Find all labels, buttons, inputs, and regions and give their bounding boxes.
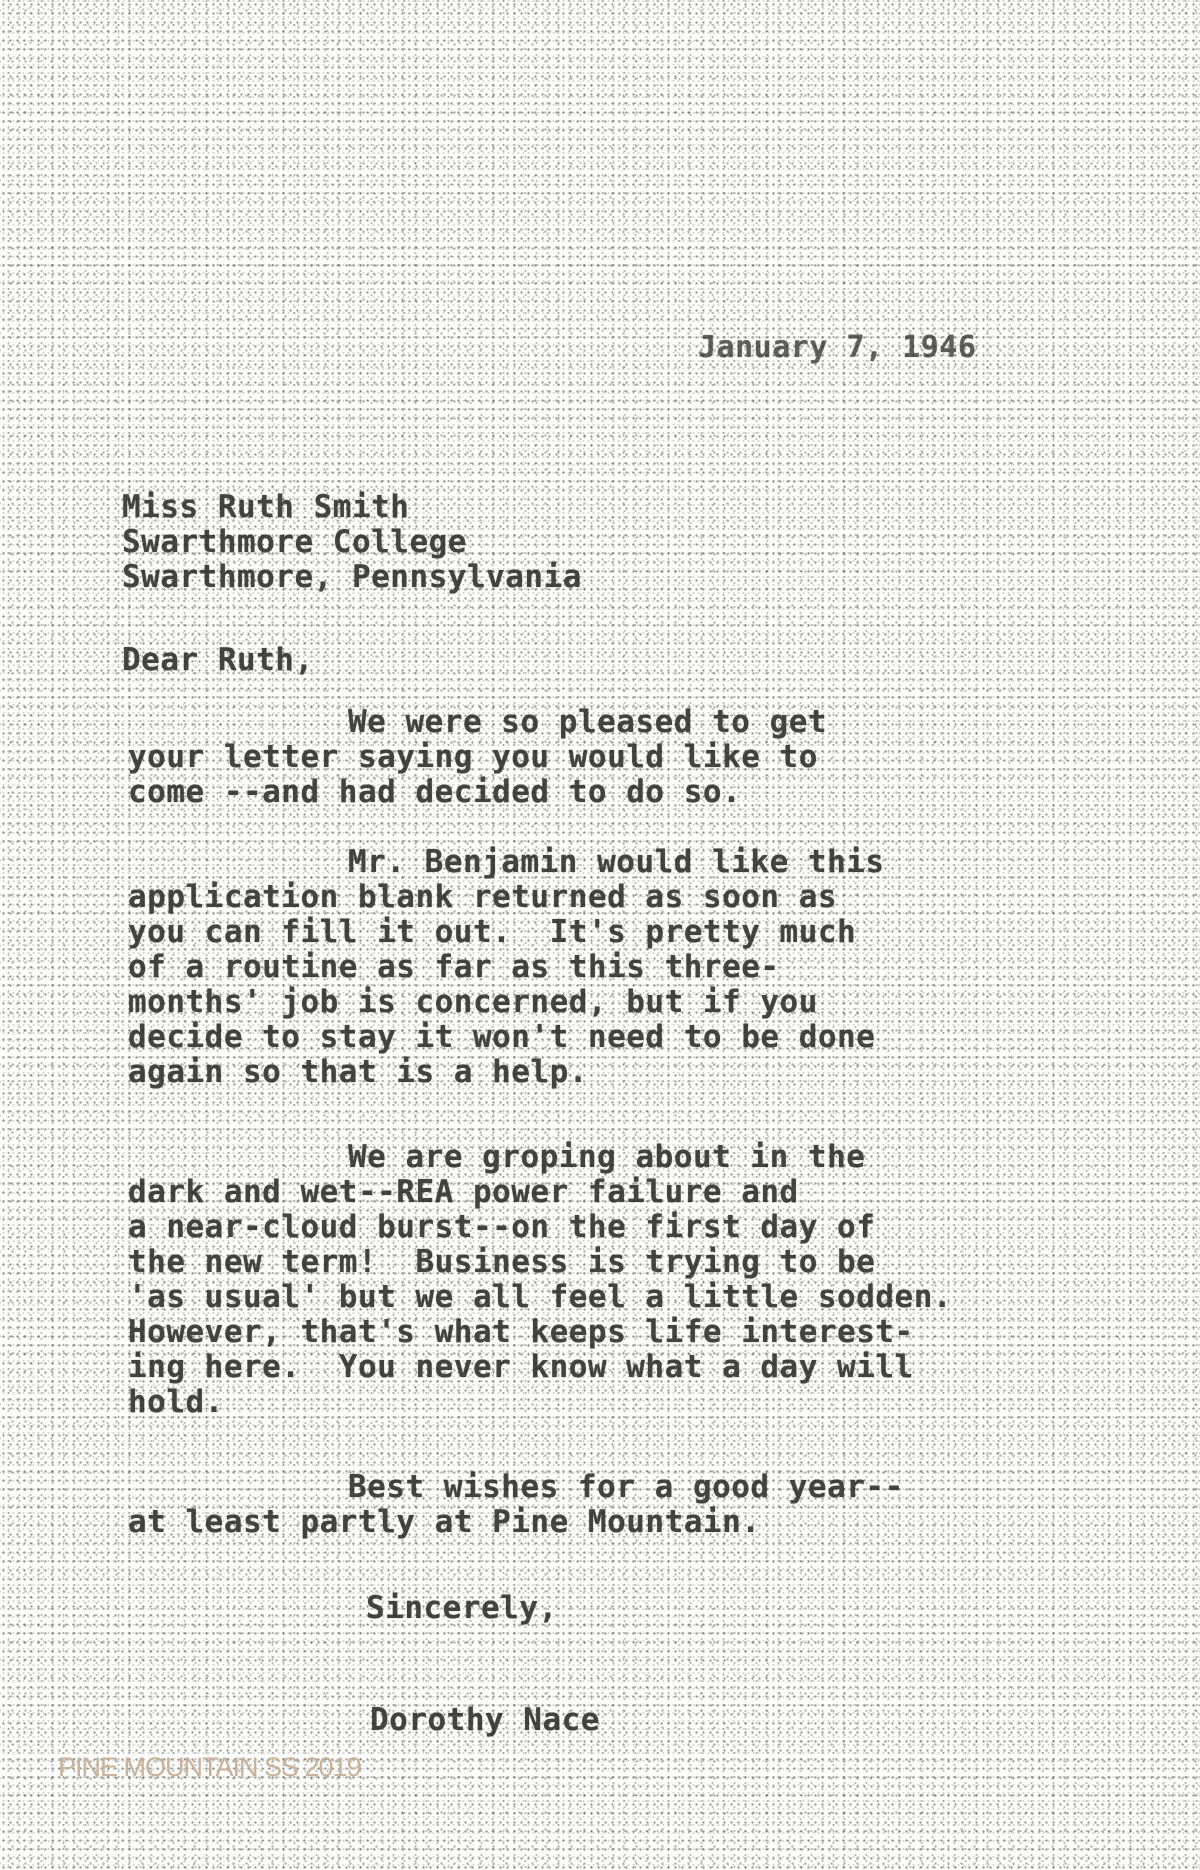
paragraph-2-line-4: of a routine as far as this three-: [128, 949, 780, 985]
paragraph-3-line-7: ing here. You never know what a day will: [128, 1349, 914, 1385]
recipient-location: Swarthmore, Pennsylvania: [122, 559, 582, 595]
paragraph-2-line-5: months' job is concerned, but if you: [128, 984, 818, 1020]
paragraph-2-line-2: application blank returned as soon as: [128, 879, 838, 915]
paragraph-1-line-3: come --and had decided to do so.: [128, 774, 742, 810]
paragraph-3-line-4: the new term! Business is trying to be: [128, 1244, 876, 1280]
paragraph-3-line-6: However, that's what keeps life interest-: [128, 1314, 914, 1350]
paragraph-2-line-7: again so that is a help.: [128, 1054, 588, 1090]
paragraph-3-line-2: dark and wet--REA power failure and: [128, 1174, 799, 1210]
paragraph-4-line-1: Best wishes for a good year--: [348, 1469, 904, 1505]
paragraph-3-line-3: a near-cloud burst--on the first day of: [128, 1209, 876, 1245]
paragraph-3-line-8: hold.: [128, 1384, 224, 1420]
signature: Dorothy Nace: [370, 1702, 600, 1738]
paragraph-2-line-3: you can fill it out. It's pretty much: [128, 914, 857, 950]
paragraph-4-line-2: at least partly at Pine Mountain.: [128, 1504, 761, 1540]
paragraph-3-line-5: 'as usual' but we all feel a little sodden.: [128, 1279, 953, 1315]
paragraph-2-line-1: Mr. Benjamin would like this: [348, 844, 885, 880]
paragraph-3-line-1: We are groping about in the: [348, 1139, 866, 1175]
salutation: Dear Ruth,: [122, 642, 314, 678]
paragraph-2-line-6: decide to stay it won't need to be done: [128, 1019, 876, 1055]
paragraph-1-line-1: We were so pleased to get: [348, 704, 828, 740]
closing: Sincerely,: [366, 1590, 558, 1626]
recipient-institution: Swarthmore College: [122, 524, 467, 560]
recipient-name: Miss Ruth Smith: [122, 489, 410, 525]
paragraph-1-line-2: your letter saying you would like to: [128, 739, 818, 775]
archive-watermark: PINE MOUNTAIN SS 2019: [58, 1752, 361, 1782]
letter-date: January 7, 1946: [698, 330, 977, 365]
